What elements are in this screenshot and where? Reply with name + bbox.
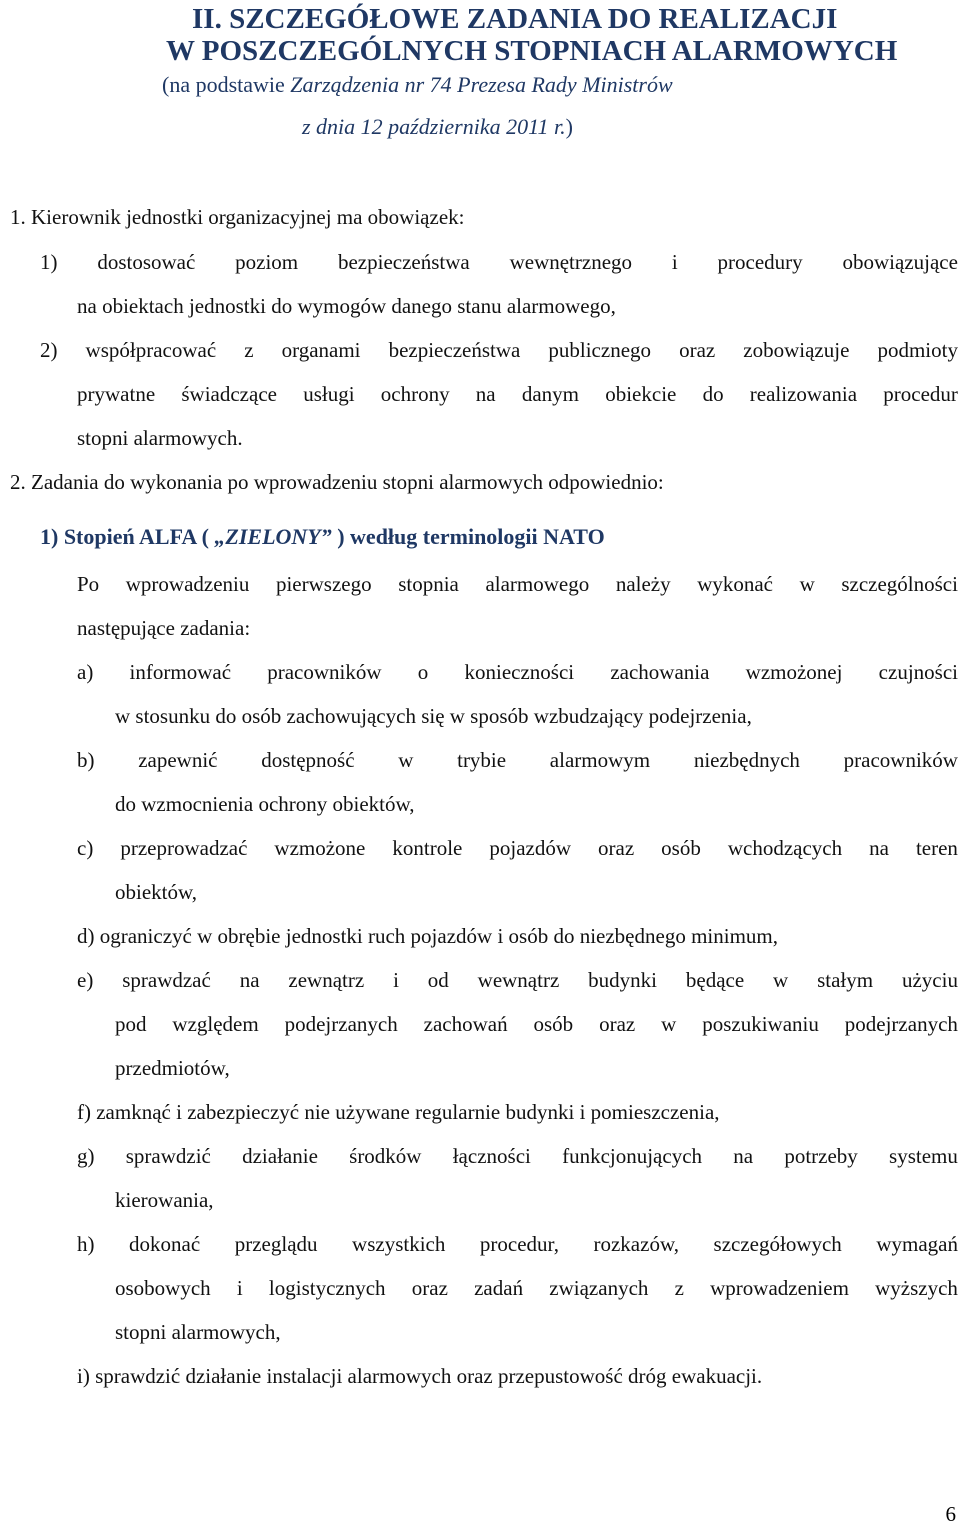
word: teren xyxy=(915,836,958,860)
word: na xyxy=(733,1144,754,1168)
section1-item1-line1 xyxy=(40,249,958,275)
item-a-line2: w stosunku do osób zachowujących się w sposób wzbudzający podejrzenia, xyxy=(115,704,752,728)
word: funkcjonujących xyxy=(562,1144,703,1168)
word: wymagań xyxy=(876,1232,958,1256)
word: dostosować xyxy=(97,250,196,274)
page-title-line2: W POSZCZEGÓLNYCH STOPNIACH ALARMOWYCH xyxy=(166,35,898,67)
word: alarmowym xyxy=(549,748,651,772)
item-b-line1 xyxy=(77,747,958,773)
item-g-line2: kierowania, xyxy=(115,1188,214,1212)
word: procedur xyxy=(883,382,958,406)
word: pracowników xyxy=(267,660,382,684)
subtitle-close: ) xyxy=(565,114,573,139)
heading-italic: „ZIELONY” xyxy=(214,524,332,549)
word: zachowań xyxy=(423,1012,508,1036)
word: będące xyxy=(685,968,745,992)
word: związanych xyxy=(549,1276,649,1300)
word: 2) xyxy=(40,338,58,362)
heading-post: ) według terminologii NATO xyxy=(331,524,605,549)
word: w xyxy=(661,1012,677,1036)
word: należy xyxy=(615,572,671,596)
word: rozkazów, xyxy=(593,1232,679,1256)
word: stopnia xyxy=(398,572,459,596)
word: poziom xyxy=(235,250,299,274)
word: g) xyxy=(77,1144,95,1168)
section1-item2-line2 xyxy=(77,381,958,407)
word: potrzeby xyxy=(784,1144,858,1168)
word: a) xyxy=(77,660,94,684)
word: sprawdzić xyxy=(125,1144,211,1168)
word: bezpieczeństwa xyxy=(337,250,470,274)
word: szczegółowych xyxy=(713,1232,842,1256)
word: podejrzanych xyxy=(844,1012,958,1036)
word: z xyxy=(244,338,254,362)
section1-item2-line1 xyxy=(40,337,958,363)
word: i xyxy=(671,250,678,274)
word: oraz xyxy=(599,1012,636,1036)
word: zobowiązuje xyxy=(743,338,850,362)
word: kontrole xyxy=(392,836,463,860)
word: usługi xyxy=(303,382,355,406)
subtitle-italic2: z dnia 12 października 2011 r. xyxy=(302,114,566,139)
item-h-line3: stopni alarmowych, xyxy=(115,1320,281,1344)
word: na xyxy=(475,382,496,406)
word: bezpieczeństwa xyxy=(388,338,521,362)
word: stałym xyxy=(817,968,874,992)
word: względem xyxy=(172,1012,259,1036)
word: przeglądu xyxy=(234,1232,318,1256)
word: od xyxy=(427,968,449,992)
word: z xyxy=(674,1276,684,1300)
word: łączności xyxy=(452,1144,531,1168)
item-c-line2: obiektów, xyxy=(115,880,198,904)
word: realizowania xyxy=(749,382,858,406)
word: środków xyxy=(349,1144,422,1168)
word: do xyxy=(702,382,724,406)
word: działanie xyxy=(242,1144,318,1168)
word: sprawdzać xyxy=(122,968,211,992)
word: danym xyxy=(521,382,579,406)
word: 1) xyxy=(40,250,58,274)
word: wewnętrznego xyxy=(509,250,633,274)
word: trybie xyxy=(457,748,507,772)
word: niezbędnych xyxy=(693,748,800,772)
word: wprowadzeniem xyxy=(710,1276,849,1300)
word: wchodzących xyxy=(727,836,843,860)
word: h) xyxy=(77,1232,95,1256)
word: procedur, xyxy=(479,1232,559,1256)
item-h-line1 xyxy=(77,1231,958,1257)
word: konieczności xyxy=(464,660,575,684)
word: podejrzanych xyxy=(284,1012,398,1036)
word: i xyxy=(393,968,399,992)
item-i-line1: i) sprawdzić działanie instalacji alarmowych oraz przepustowość dróg ewakuacji. xyxy=(77,1364,763,1388)
word: oraz xyxy=(598,836,635,860)
heading-pre: 1) Stopień ALFA ( xyxy=(40,524,215,549)
item-b-line2: do wzmocnienia ochrony obiektów, xyxy=(115,792,415,816)
word: oraz xyxy=(411,1276,448,1300)
word: przeprowadzać xyxy=(120,836,248,860)
word: osobowych xyxy=(115,1276,211,1300)
page-title-line1: II. SZCZEGÓŁOWE ZADANIA DO REALIZACJI xyxy=(192,3,838,35)
word: pierwszego xyxy=(275,572,372,596)
word: osób xyxy=(533,1012,574,1036)
page-number: 6 xyxy=(945,1502,956,1526)
word: osób xyxy=(661,836,701,860)
subtitle-line2 xyxy=(302,114,573,140)
word: publicznego xyxy=(548,338,652,362)
stage-alfa-heading xyxy=(40,524,605,550)
item-d-line1: d) ograniczyć w obrębie jednostki ruch pojazdów i osób do niezbędnego minimum, xyxy=(77,924,778,948)
word: wewnątrz xyxy=(477,968,560,992)
word: obiekcie xyxy=(605,382,677,406)
word: prywatne xyxy=(77,382,156,406)
word: na xyxy=(869,836,889,860)
section1-item2-line3: stopni alarmowych. xyxy=(77,426,243,450)
subtitle-line1 xyxy=(162,72,673,98)
word: świadczące xyxy=(181,382,277,406)
word: pojazdów xyxy=(489,836,572,860)
word: dostępność xyxy=(261,748,355,772)
word: współpracować xyxy=(85,338,217,362)
word: alarmowego xyxy=(485,572,590,596)
item-h-line2 xyxy=(115,1275,958,1301)
word: logistycznych xyxy=(268,1276,386,1300)
word: czujności xyxy=(878,660,958,684)
item-e-line3: przedmiotów, xyxy=(115,1056,230,1080)
word: oraz xyxy=(679,338,716,362)
word: budynki xyxy=(588,968,657,992)
subtitle-italic1: Zarządzenia nr 74 Prezesa Rady Ministrów xyxy=(290,72,673,97)
word: pod xyxy=(115,1012,147,1036)
word: wprowadzeniu xyxy=(125,572,250,596)
word: informować xyxy=(129,660,232,684)
word: zadań xyxy=(474,1276,524,1300)
word: e) xyxy=(77,968,94,992)
word: w xyxy=(773,968,789,992)
word: poszukiwaniu xyxy=(702,1012,819,1036)
word: wzmożonej xyxy=(745,660,843,684)
word: Po xyxy=(77,572,100,596)
subtitle-open: (na podstawie xyxy=(162,72,291,97)
item-f-line1: f) zamknąć i zabezpieczyć nie używane regularnie budynki i pomieszczenia, xyxy=(77,1100,720,1124)
word: procedury xyxy=(717,250,803,274)
word: o xyxy=(417,660,429,684)
word: w xyxy=(398,748,414,772)
word: zapewnić xyxy=(138,748,218,772)
word: zachowania xyxy=(610,660,710,684)
word: wszystkich xyxy=(352,1232,446,1256)
word: c) xyxy=(77,836,94,860)
item-a-line1 xyxy=(77,659,958,685)
item-c-line1 xyxy=(77,835,958,861)
item-e-line1 xyxy=(77,967,958,993)
word: na xyxy=(239,968,260,992)
word: wyższych xyxy=(875,1276,958,1300)
word: wykonać xyxy=(697,572,773,596)
section1-item1-line2: na obiektach jednostki do wymogów danego stanu alarmowego, xyxy=(77,294,616,318)
word: b) xyxy=(77,748,95,772)
item-g-line1 xyxy=(77,1143,958,1169)
word: podmioty xyxy=(877,338,958,362)
word: organami xyxy=(281,338,361,362)
word: w xyxy=(799,572,815,596)
word: systemu xyxy=(889,1144,958,1168)
para-line2: następujące zadania: xyxy=(77,616,251,640)
word: szczególności xyxy=(841,572,958,596)
para-line1 xyxy=(77,571,958,597)
word: ochrony xyxy=(380,382,450,406)
word: i xyxy=(236,1276,243,1300)
word: zewnątrz xyxy=(288,968,365,992)
word: użyciu xyxy=(901,968,958,992)
item-e-line2 xyxy=(115,1011,958,1037)
word: pracowników xyxy=(843,748,958,772)
section2-intro: 2. Zadania do wykonania po wprowadzeniu stopni alarmowych odpowiednio: xyxy=(10,470,664,494)
word: dokonać xyxy=(129,1232,201,1256)
word: wzmożone xyxy=(274,836,366,860)
word: obowiązujące xyxy=(842,250,958,274)
section1-intro: 1. Kierownik jednostki organizacyjnej ma obowiązek: xyxy=(10,205,465,229)
